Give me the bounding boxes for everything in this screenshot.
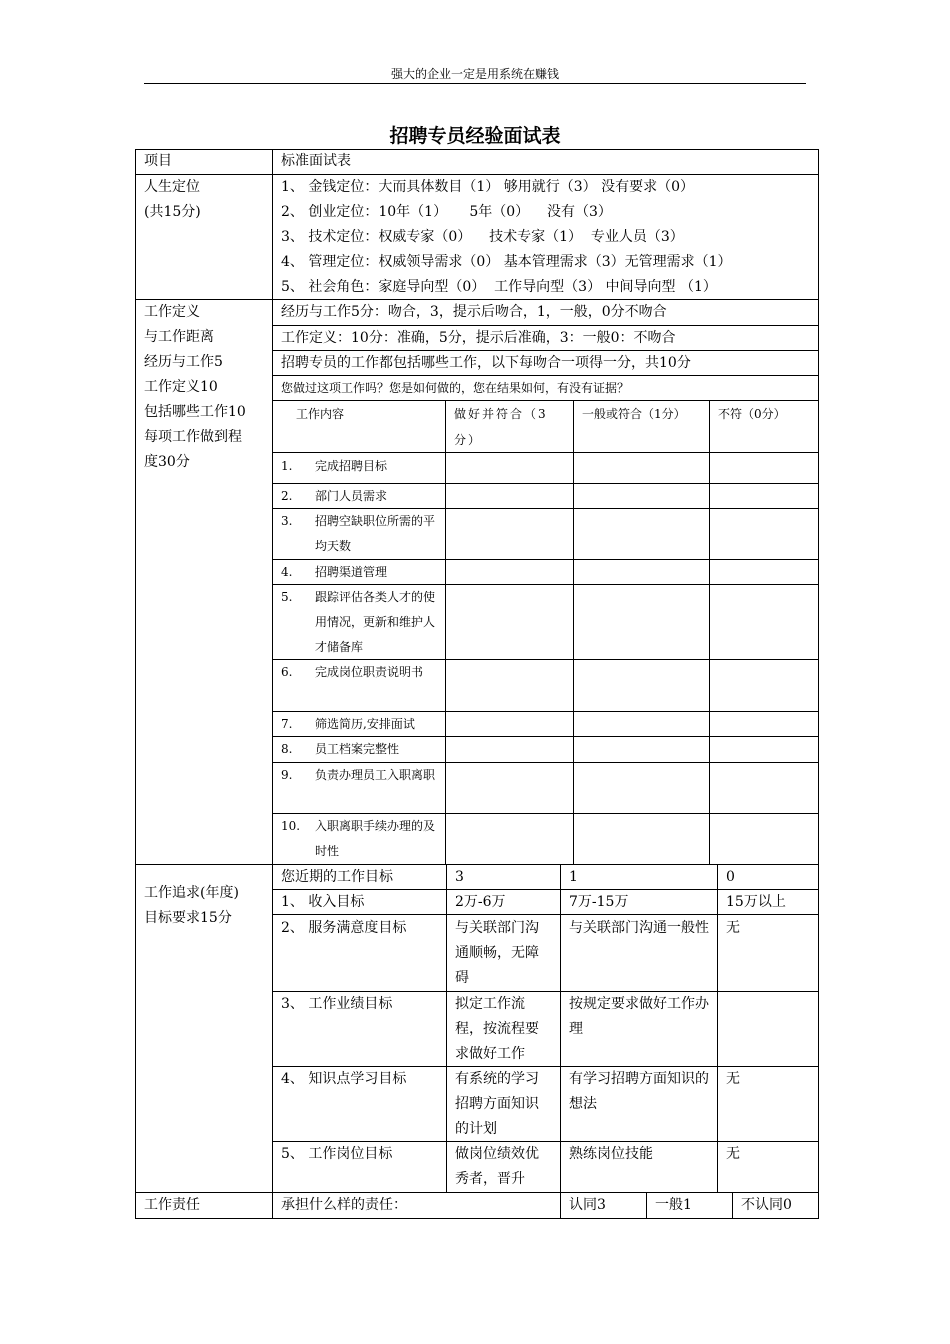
option-agree: 认同3 [569, 1197, 606, 1213]
task-number: 7. [281, 717, 293, 731]
goal-score-1: 1 [569, 869, 578, 885]
goal-cell-1: 7万-15万 [569, 894, 629, 910]
table-border [818, 149, 819, 1219]
goal-cell-0: 无 [726, 1071, 740, 1087]
goal-header: 您近期的工作目标 [281, 869, 393, 885]
col-header-content: 工作内容 [296, 407, 345, 421]
goal-cell-3: 拟定工作流程，按流程要求做好工作 [455, 996, 539, 1062]
page-title: 招聘专员经验面试表 [389, 125, 561, 147]
goal-cell-1: 与关联部门沟通一般性 [569, 920, 709, 936]
table-border [135, 1218, 819, 1219]
task-text: 完成招聘目标 [315, 459, 388, 473]
goal-name: 4、 知识点学习目标 [281, 1071, 407, 1087]
goal-name: 5、 工作岗位目标 [281, 1146, 393, 1162]
life-positioning-label [136, 175, 272, 225]
label-line: 工作定义 [144, 304, 200, 320]
col-header-average: 一般或符合（1分） [582, 407, 686, 421]
label-line: 与工作距离 [144, 329, 214, 345]
col-divider [573, 400, 574, 864]
task-number: 3. [281, 514, 293, 528]
task-number: 8. [281, 742, 293, 756]
label-line: (共15分) [144, 204, 201, 220]
responsibility-label: 工作责任 [144, 1197, 200, 1213]
criteria-tasks: 招聘专员的工作都包括哪些工作，以下每吻合一项得一分，共10分 [281, 355, 691, 371]
list-item: 5、 社会角色：家庭导向型（0） 工作导向型（3） 中间导向型 （1） [281, 279, 717, 295]
label-line: 工作定义10 [144, 379, 218, 395]
goal-cell-0: 无 [726, 1146, 740, 1162]
goal-cell-1: 有学习招聘方面知识的想法 [569, 1071, 709, 1112]
task-number: 1. [281, 459, 293, 473]
criteria-definition: 工作定义：10分：准确，5分，提示后准确，3：一般0：不吻合 [281, 330, 676, 346]
task-text: 负责办理员工入职离职 [315, 768, 436, 782]
task-text: 招聘渠道管理 [315, 565, 388, 579]
label-line: 经历与工作5 [144, 354, 223, 370]
life-positioning-items [273, 175, 818, 300]
label-line: 包括哪些工作10 [144, 404, 246, 420]
label-line: 人生定位 [144, 179, 200, 195]
goal-cell-3: 做岗位绩效优秀者，晋升 [455, 1146, 539, 1187]
work-pursuit-label [136, 881, 272, 931]
task-number: 2. [281, 489, 293, 503]
goal-cell-0: 无 [726, 920, 740, 936]
header-project: 项目 [144, 153, 172, 169]
col-divider [445, 400, 446, 864]
goal-cell-1: 熟练岗位技能 [569, 1146, 653, 1162]
goal-name: 1、 收入目标 [281, 894, 365, 910]
task-number: 10. [281, 819, 301, 833]
col-header-mismatch: 不符（0分） [718, 407, 786, 421]
goal-score-0: 0 [726, 869, 735, 885]
goal-cell-1: 按规定要求做好工作办理 [569, 996, 709, 1037]
question-text: 您做过这项工作吗？您是如何做的，您在结果如何，有没有证据？ [281, 381, 630, 395]
task-text: 招聘空缺职位所需的平均天数 [315, 514, 436, 553]
label-line: 工作追求(年度) [144, 885, 239, 901]
label-line: 度30分 [144, 454, 190, 470]
option-disagree: 不认同0 [741, 1197, 792, 1213]
option-neutral: 一般1 [655, 1197, 692, 1213]
header-standard: 标准面试表 [281, 153, 351, 169]
task-number: 5. [281, 590, 293, 604]
label-line: 目标要求15分 [144, 910, 232, 926]
label-line: 每项工作做到程 [144, 429, 242, 445]
list-item: 1、 金钱定位：大而具体数目（1） 够用就行（3） 没有要求（0） [281, 179, 694, 195]
task-number: 6. [281, 665, 293, 679]
task-text: 完成岗位职责说明书 [315, 665, 424, 679]
list-item: 4、 管理定位：权威领导需求（0） 基本管理需求（3）无管理需求（1） [281, 254, 732, 270]
goal-cell-3: 2万-6万 [455, 894, 506, 910]
job-definition-label [136, 300, 272, 475]
task-text: 跟踪评估各类人才的使用情况，更新和维护人才储备库 [315, 590, 436, 654]
goal-name: 2、 服务满意度目标 [281, 920, 407, 936]
goal-cell-0: 15万以上 [726, 894, 786, 910]
criteria-experience: 经历与工作5分：吻合，3，提示后吻合，1，一般，0分不吻合 [281, 304, 667, 320]
task-number: 9. [281, 768, 293, 782]
goal-score-3: 3 [455, 869, 464, 885]
task-text: 员工档案完整性 [315, 742, 400, 756]
col-divider [709, 400, 710, 864]
task-text: 筛选简历,安排面试 [315, 717, 415, 731]
col-header-good: 做好并符合（3分） [454, 407, 548, 447]
header-slogan: 强大的企业一定是用系统在赚钱 [390, 67, 559, 81]
task-text: 入职离职手续办理的及时性 [315, 819, 436, 858]
list-item: 3、 技术定位：权威专家（0） 技术专家（1） 专业人员（3） [281, 229, 684, 245]
task-number: 4. [281, 565, 293, 579]
goal-cell-3: 有系统的学习招聘方面知识的计划 [455, 1071, 539, 1137]
responsibility-question: 承担什么样的责任： [281, 1197, 407, 1213]
task-text: 部门人员需求 [315, 489, 388, 503]
page-header [144, 66, 806, 84]
goal-name: 3、 工作业绩目标 [281, 996, 393, 1012]
list-item: 2、 创业定位：10年（1） 5年（0） 没有（3） [281, 204, 612, 220]
goal-cell-3: 与关联部门沟通顺畅，无障碍 [455, 920, 539, 986]
